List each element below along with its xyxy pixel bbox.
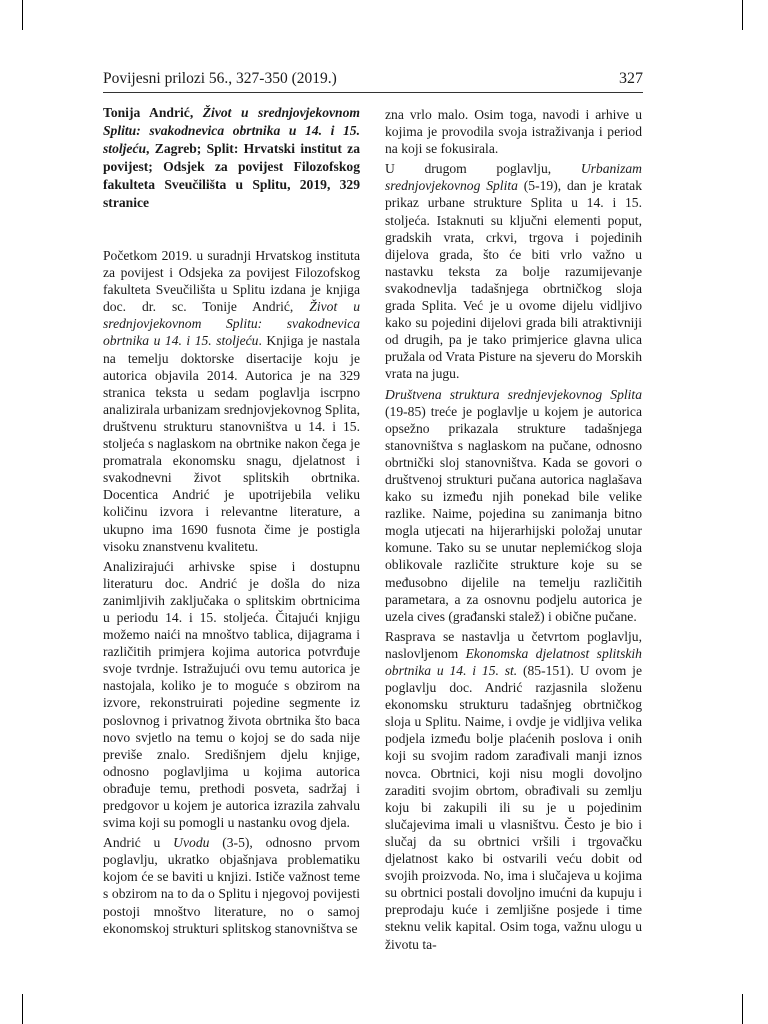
running-header [103, 70, 643, 92]
journal-citation: Povijesni prilozi 56., 327-350 (2019.) [103, 70, 337, 87]
crop-mark-bottom-left [22, 994, 23, 1024]
paragraph-1-text-c: . Knjiga je nastala na temelju doktorske disertacije koju je autorica objavila 2014. Autorica je na 329 stranica teksta u sedam poglavlja iscrpno analizirala urbanizam srednjovjekovnog Splita, društvenu strukturu stanovništva u 14. i 15. stoljeća s naglaskom na obrtnike nakon čega je promatrala ekonomsku snagu, djelatnost i svakodnevni život splitskih obrtnika. Docentica Andrić je upotrijebila veliku količinu izvora i relevantne literature, a ukupno ima 1690 fusnota čime je postigla visoku znanstvenu kvalitetu. [103, 333, 360, 554]
left-column [103, 104, 360, 940]
paragraph-5 [385, 386, 642, 625]
paragraph-6 [385, 628, 642, 953]
paragraph-3-chapter-title: Uvodu [173, 835, 210, 851]
crop-mark-top-left [22, 0, 23, 30]
paragraph-1 [103, 247, 360, 555]
paragraph-4 [385, 160, 642, 382]
review-publication: , Zagreb; Split: Hrvatski institut za povijest; Odsjek za povijest Filozofskog fakulteta Sveučilišta u Splitu, 2019, 329 stranice [103, 141, 360, 210]
crop-mark-bottom-right [742, 994, 743, 1024]
header-rule [103, 92, 643, 93]
title-spacer [103, 215, 360, 247]
paragraph-5-text-b: (19-85) treće je poglavlje u kojem je autorica opsežno prikazala strukture tadašnjega stanovništva s naglaskom na pučane, odnosno obrtnički sloj stanovništva. Kada se govori o društvenoj strukturi pučana autorica naglašava kako su između njih ponekad bile velike razlike. Naime, pojedina su zanimanja bitno mogla utjecati na hijerarhijski položaj unutar komune. Tako su se unutar neplemićkog sloja oblikovale različite strukture koje su se međusobno dijelile na temelju različitih parametara, a za osnovnu podjelu autorica je uzela cives (građanski stalež) i obične pučane. [385, 403, 642, 624]
paragraph-6-chapter-title: Ekonomska djelatnost splitskih obrtnika u 14. i 15. st. [385, 645, 642, 678]
paragraph-2: Analizirajući arhivske spise i dostupnu literaturu doc. Andrić je došla do niza zanimljivih zaključaka o splitskim obrtnicima u periodu 14. i 15. stoljeća. Čitajući knjigu možemo naići na mnoštvo tablica, dijagrama i različitih primjera kojima autorica potvrđuje svoje tvrdnje. Istražujući ovu temu autorica je nastojala, koliko je to moguće s obzirom na izvore, rekonstruirati pojedine segmente iz poslovnog i privatnog života obrtnika što baca novo svjetlo na temu o kojoj se do sada nije previše znalo. Središnjem djelu knjige, odnosno poglavljima u kojima autorica obrađuje temu, prethodi posveta, sadržaj i predgovor u kojem je autorica izrazila zahvalu svima koji su pomogli u nastanku ovog djela. [103, 558, 360, 831]
paragraph-1-book-title: Život u srednjovjekovnom Splitu: svakodnevica obrtnika u 14. i 15. stoljeću [103, 299, 360, 349]
paragraph-4-text-c: (5-19), dan je kratak prikaz urbane strukture Splita u 14. i 15. stoljeća. Istaknuti su ključni elementi poput, gradskih vrata, crkvi, trgova i pojedinih dijelova grada, što će biti vrlo važno u nastavku teksta za bolje razumijevanje svakodnevlja tadašnjega obrtničkog sloja grada Splita. Već je u ovome dijelu vidljivo kako su pojedini dijelovi grada bili atraktivniji od drugih, pa je tako primjerice glavna ulica pružala od Vrata Pisture na sjeveru do Morskih vrata na jugu. [385, 178, 642, 382]
crop-mark-top-right [742, 0, 743, 30]
review-author: Tonija Andrić, [103, 105, 203, 120]
paragraph-6-text-a: Rasprava se nastavlja u četvrtom poglavlju, naslovljenom [385, 628, 642, 661]
paragraph-6-text-c: (85-151). U ovom je poglavlju doc. Andrić razjasnila složenu ekonomsku strukturu tadašnjeg obrtničkog sloja u Splitu. Naime, i ovdje je vidljiva velika podjela između bolje plaćenih poslova i onih koji su svojim radom zarađivali manji iznos novca. Obrtnici, koji nisu mogli dovoljno zaraditi svojim obrtom, obrađivali su zemlju koju bi zakupili ili su je u pojedinim slučajevima imali u vlasništvu. Često je bio i slučaj da su obrtnici vršili i trgovačku djelatnost kako bi ostvarili veću dobit od svojih proizvoda. No, ima i slučajeva u kojima su obrtnici postali dovoljno imućni da kupuju i preprodaju kuće i zemljišne posjede i time steknu velik kapital. Osim toga, važnu ulogu u životu ta- [385, 663, 642, 952]
right-column [385, 106, 642, 956]
review-title [103, 104, 360, 212]
paragraph-3-text-c: (3-5), odnosno prvom poglavlju, ukratko objašnjava problematiku kojom će se baviti u knjizi. Ističe važnost teme s obzirom na to da o Splitu i njegovoj povijesti postoji mnoštvo literature, no o samoj ekonomskoj strukturi splitskog stanovništva se [103, 835, 360, 936]
paragraph-5-chapter-title: Društvena struktura srednjevjekovnog Splita [385, 386, 642, 402]
paragraph-3-text-a: Andrić u [103, 835, 174, 851]
paragraph-1-text-a: Početkom 2019. u suradnji Hrvatskog instituta za povijest i Odsjeka za povijest Filozofskog fakulteta Sveučilišta u Splitu izdana je knjiga doc. dr. sc. Tonije Andrić, [103, 248, 360, 315]
paragraph-3-continued: zna vrlo malo. Osim toga, navodi i arhive u kojima je provodila svoja istraživanja i period na koji se fokusirala. [385, 107, 642, 157]
paragraph-4-chapter-title: Urbanizam srednjovjekovnog Splita [385, 161, 642, 194]
review-book-title: Život u srednjovjekovnom Splitu: svakodnevica obrtnika u 14. i 15. stoljeću [103, 105, 360, 156]
paragraph-4-text-a: U drugom poglavlju, [385, 161, 581, 177]
paragraph-3 [103, 834, 360, 937]
page-number: 327 [619, 70, 643, 87]
